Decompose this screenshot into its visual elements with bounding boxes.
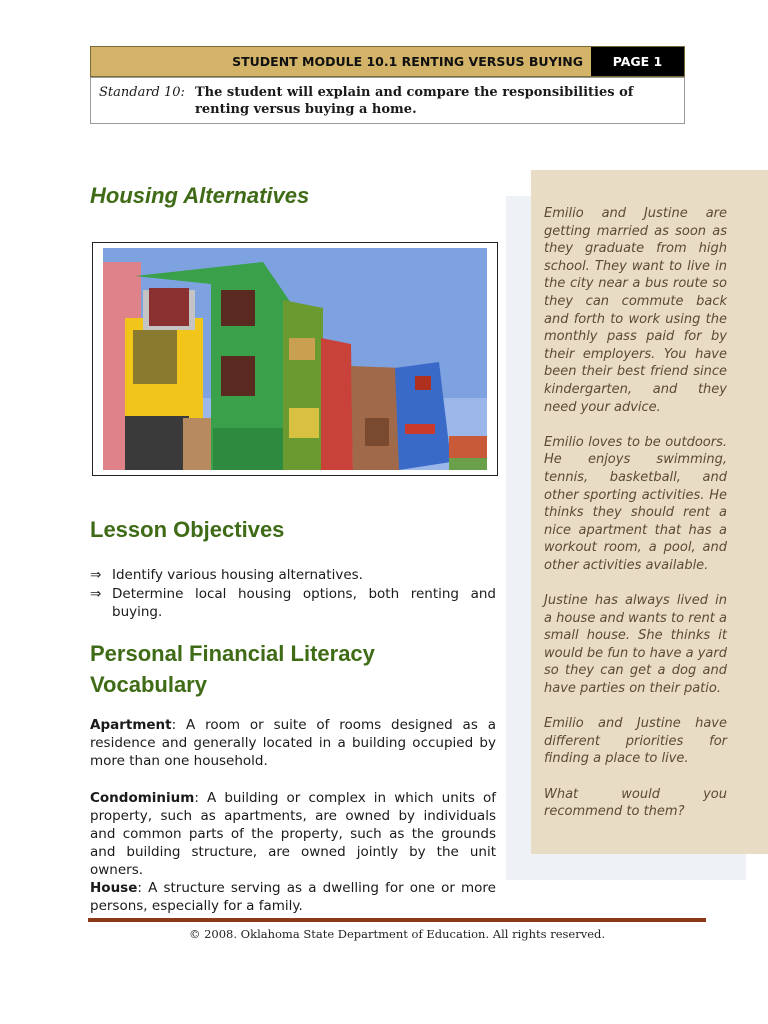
vocab-term: House bbox=[90, 880, 138, 896]
housing-alternatives-heading: Housing Alternatives bbox=[90, 183, 310, 208]
sidebar-paragraph: Justine has always lived in a house and wants to rent a small house. She thinks it would be fun to have a yard so they can get a dog and have parties on their patio. bbox=[544, 593, 727, 697]
sidebar-paragraph: Emilio and Justine have different priorities for finding a place to live. bbox=[544, 716, 727, 767]
standard-label: Standard 10: bbox=[99, 85, 185, 100]
objectives-list bbox=[90, 566, 496, 622]
vocab-entry-apartment bbox=[90, 716, 496, 770]
vocab-term: Condominium bbox=[90, 790, 195, 806]
arrow-icon: ⇒ bbox=[90, 586, 102, 602]
lesson-objectives-heading: Lesson Objectives bbox=[90, 517, 285, 542]
vocab-definition: : A building or complex in which units of property, such as apartments, are owned by individuals and common parts of the property, such as the grounds and building structure, are owned jointly by the unit owners. bbox=[90, 790, 496, 878]
list-item bbox=[90, 585, 496, 621]
module-title: STUDENT MODULE 10.1 RENTING VERSUS BUYING bbox=[91, 47, 591, 76]
vocab-entry-condominium bbox=[90, 789, 496, 879]
sidebar-paragraph: Emilio loves to be outdoors. He enjoys swimming, tennis, basketball, and other sporting activities. He thinks they should rent a nice apartment that has a workout room, a pool, and other activities available. bbox=[544, 434, 727, 573]
copyright-footer: © 2008. Oklahoma State Department of Education. All rights reserved. bbox=[188, 927, 606, 941]
footer-divider bbox=[88, 918, 706, 922]
scenario-sidebar bbox=[531, 170, 768, 854]
houses-photo bbox=[92, 242, 498, 476]
list-item bbox=[90, 566, 496, 584]
standard-box bbox=[90, 77, 685, 124]
arrow-icon: ⇒ bbox=[90, 567, 102, 583]
vocab-definition: : A room or suite of rooms designed as a residence and generally located in a building occupied by more than one household. bbox=[90, 717, 496, 769]
objective-text: Identify various housing alternatives. bbox=[112, 567, 363, 583]
colorful-houses-illustration bbox=[103, 248, 487, 470]
vocabulary-heading: Personal Financial Literacy Vocabulary bbox=[90, 641, 375, 697]
vocab-entry-house bbox=[90, 879, 496, 915]
sidebar-paragraph: What would you recommend to them? bbox=[544, 786, 727, 820]
module-header bbox=[90, 46, 685, 77]
vocab-definition: : A structure serving as a dwelling for one or more persons, especially for a family. bbox=[90, 880, 496, 914]
vocab-term: Apartment bbox=[90, 717, 172, 733]
standard-text: The student will explain and compare the responsibilities of renting versus buying a home. bbox=[195, 85, 634, 117]
page-number: PAGE 1 bbox=[591, 47, 684, 76]
sidebar-paragraph: Emilio and Justine are getting married as soon as they graduate from high school. They want to live in the city near a bus route so they can commute back and forth to work using the monthly pass paid for by their employers. You have been their best friend since kindergarten, and they need your advice. bbox=[544, 206, 727, 415]
objective-text: Determine local housing options, both renting and buying. bbox=[112, 586, 496, 620]
